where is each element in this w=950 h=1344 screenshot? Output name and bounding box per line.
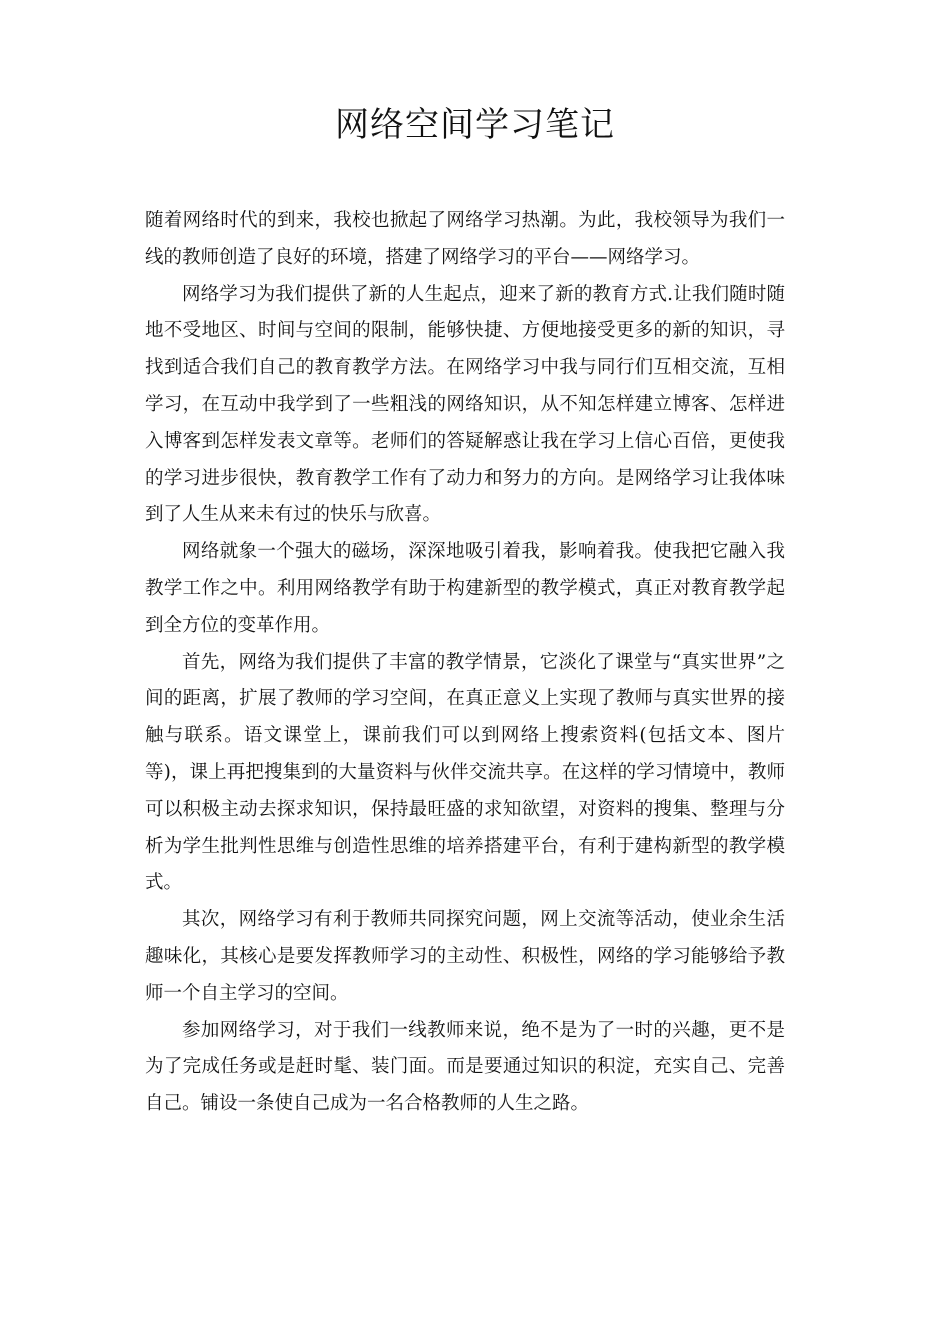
paragraph-magnetic-field: 网络就象一个强大的磁场，深深地吸引着我，影响着我。使我把它融入我教学工作之中。利用网络教学有助于构建新型的教学模式，真正对教育教学起到全方位的变革作用。 [145,541,785,636]
paragraph-conclusion: 参加网络学习，对于我们一线教师来说，绝不是为了一时的兴趣，更不是为了完成任务或是赶时髦、装门面。而是要通过知识的积淀，充实自己、完善自己。铺设一条使自己成为一名合格教师的人生之路。 [145,1019,785,1115]
page-title: 网络空间学习笔记 [335,105,615,145]
paragraph-second-point: 其次，网络学习有利于教师共同探究问题，网上交流等活动，使业余生活趣味化，其核心是要发挥教师学习的主动性、积极性，网络的学习能够给予教师一个自主学习的空间。 [145,909,785,1004]
paragraph-intro: 随着网络时代的到来，我校也掀起了网络学习热潮。为此，我校领导为我们一线的教师创造了良好的环境，搭建了网络学习的平台——网络学习。 [145,210,785,268]
paragraph-first-point: 首先，网络为我们提供了丰富的教学情景，它淡化了课堂与“真实世界”之间的距离，扩展了教师的学习空间，在真正意义上实现了教师与真实世界的接触与联系。语文课堂上，课前我们可以到网络上搜索资料(包括文本、图片等)，课上再把搜集到的大量资料与伙伴交流共享。在这样的学习情境中，教师可以积极主动去探求知识，保持最旺盛的求知欲望，对资料的搜集、整理与分析为学生批判性思维与创造性思维的培养搭建平台，有利于建构新型的教学模式。 [145,651,785,894]
paragraph-new-starting-point: 网络学习为我们提供了新的人生起点，迎来了新的教育方式.让我们随时随地不受地区、时间与空间的限制，能够快捷、方便地接受更多的新的知识，寻找到适合我们自己的教育教学方法。在网络学习中我与同行们互相交流，互相学习，在互动中我学到了一些粗浅的网络知识，从不知怎样建立博客、怎样进入博客到怎样发表文章等。老师们的答疑解惑让我在学习上信心百倍，更使我的学习进步很快，教育教学工作有了动力和努力的方向。是网络学习让我体味到了人生从来未有过的快乐与欣喜。 [145,283,785,526]
document-body [145,203,785,1123]
